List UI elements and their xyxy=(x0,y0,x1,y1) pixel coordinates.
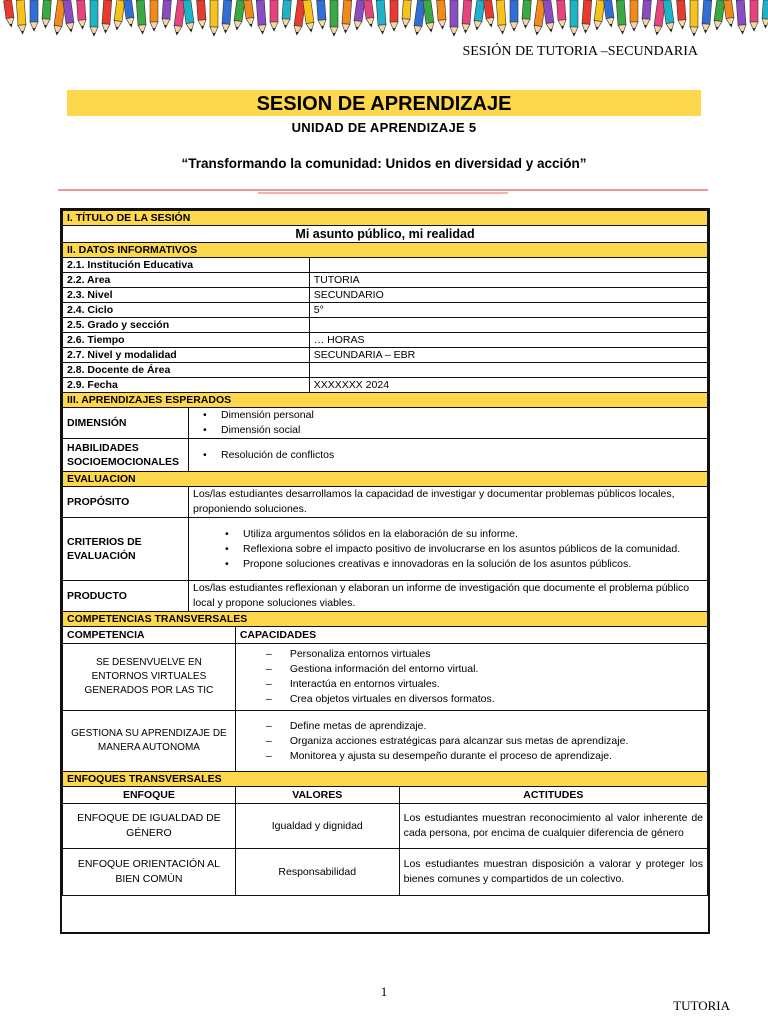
pencil-icon xyxy=(543,0,555,32)
pencil-icon xyxy=(364,0,376,27)
valores-column-header: VALORES xyxy=(235,787,399,804)
pencil-icon xyxy=(423,0,435,32)
list-item: • Propone soluciones creativas e innovadoras en la solución de los asuntos públicos. xyxy=(243,557,703,572)
pencil-icon xyxy=(750,0,758,31)
table-row xyxy=(63,288,708,303)
pencil-icon xyxy=(496,0,506,34)
habilidades-list xyxy=(188,439,707,472)
pencil-icon xyxy=(663,0,675,32)
evaluacion-heading: EVALUACION xyxy=(63,472,708,487)
pencil-icon xyxy=(690,0,698,36)
pencil-icon xyxy=(461,0,471,33)
datos-label: 2.1. Institución Educativa xyxy=(63,258,310,273)
criterios-label: CRITERIOS DE EVALUACIÓN xyxy=(63,518,189,581)
datos-label: 2.3. Nivel xyxy=(63,288,310,303)
pencil-icon xyxy=(197,0,207,29)
datos-label: 2.2. Area xyxy=(63,273,310,288)
unit-title: “Transformando la comunidad: Unidos en diversidad y acción” xyxy=(181,156,587,171)
datos-label: 2.9. Fecha xyxy=(63,378,310,393)
proposito-label: PROPÓSITO xyxy=(63,487,189,518)
capacidades-column-header: CAPACIDADES xyxy=(235,627,707,644)
list-item: – Personaliza entornos virtuales xyxy=(290,647,703,662)
pencil-icon xyxy=(101,0,111,33)
table-row xyxy=(63,348,708,363)
competencia-column-header: COMPETENCIA xyxy=(63,627,236,644)
datos-value xyxy=(309,258,707,273)
pencil-icon xyxy=(317,0,327,29)
pencil-icon xyxy=(581,0,591,33)
pencil-icon xyxy=(630,0,638,31)
datos-value: SECUNDARIO xyxy=(309,288,707,303)
capacidades-list xyxy=(235,711,707,772)
pencil-icon xyxy=(641,0,651,28)
datos-value: TUTORIA xyxy=(309,273,707,288)
habilidades-label: HABILIDADES SOCIOEMOCIONALES xyxy=(63,439,189,472)
pencil-icon xyxy=(233,0,245,30)
session-table xyxy=(62,210,708,896)
pencil-icon xyxy=(256,0,266,34)
pencil-icon xyxy=(113,0,125,30)
pencil-icon xyxy=(136,0,146,34)
pencil-icon xyxy=(210,0,218,36)
datos-label: 2.8. Docente de Área xyxy=(63,363,310,378)
valor-text: Responsabilidad xyxy=(235,849,399,896)
list-item: – Monitorea y ajusta su desempeño durante el proceso de aprendizaje. xyxy=(290,749,703,764)
pencil-icon xyxy=(303,0,315,32)
pencil-icon xyxy=(437,0,447,29)
datos-value: XXXXXXX 2024 xyxy=(309,378,707,393)
datos-label: 2.7. Nivel y modalidad xyxy=(63,348,310,363)
pencil-icon xyxy=(510,0,518,31)
datos-label: 2.5. Grado y sección xyxy=(63,318,310,333)
pencil-icon xyxy=(330,0,338,36)
pencil-icon xyxy=(77,0,87,29)
pencil-icon xyxy=(63,0,75,32)
pencil-icon xyxy=(701,0,711,33)
pencil-icon xyxy=(593,0,605,30)
pencil-icon xyxy=(376,0,386,34)
table-row xyxy=(63,258,708,273)
competencia-name: GESTIONA SU APRENDIZAJE DE MANERA AUTONOMA xyxy=(63,711,236,772)
pencil-icon xyxy=(16,0,26,34)
pencil-icon xyxy=(30,0,38,31)
page-title: SESION DE APRENDIZAJE xyxy=(67,90,701,116)
pencil-icon xyxy=(221,0,231,33)
list-item: • Dimensión social xyxy=(221,423,703,438)
pencil-border xyxy=(0,0,768,40)
pencil-icon xyxy=(401,0,411,28)
session-title: Mi asunto público, mi realidad xyxy=(63,226,708,243)
dimension-label: DIMENSIÓN xyxy=(63,408,189,439)
pencil-icon xyxy=(150,0,158,31)
footer-label: TUTORIA xyxy=(673,998,730,1013)
pencil-icon xyxy=(484,0,496,27)
datos-label: 2.4. Ciclo xyxy=(63,303,310,318)
datos-heading: II. DATOS INFORMATIVOS xyxy=(63,243,708,258)
pencil-icon xyxy=(450,0,458,36)
enfoque-column-header: ENFOQUE xyxy=(63,787,236,804)
pencil-icon xyxy=(161,0,171,28)
pencil-icon xyxy=(124,0,136,27)
list-item: – Define metas de aprendizaje. xyxy=(290,719,703,734)
unit-label: UNIDAD DE APRENDIZAJE 5 xyxy=(291,120,477,135)
pencil-icon xyxy=(244,0,256,27)
list-item: • Dimensión personal xyxy=(221,408,703,423)
datos-value: SECUNDARIA – EBR xyxy=(309,348,707,363)
list-item: – Interactúa en entornos virtuales. xyxy=(290,677,703,692)
datos-value xyxy=(309,363,707,378)
pencil-icon xyxy=(713,0,725,30)
enfoque-name: ENFOQUE ORIENTACIÓN AL BIEN COMÚN xyxy=(63,849,236,896)
pencil-icon xyxy=(724,0,736,27)
pencil-icon xyxy=(41,0,51,28)
datos-value: … HORAS xyxy=(309,333,707,348)
pencil-icon xyxy=(557,0,567,29)
list-item: – Crea objetos virtuales en diversos formatos. xyxy=(290,692,703,707)
datos-value: 5° xyxy=(309,303,707,318)
table-row xyxy=(63,303,708,318)
competencia-name: SE DESENVUELVE EN ENTORNOS VIRTUALES GENERADOS POR LAS TIC xyxy=(63,644,236,711)
criterios-list xyxy=(188,518,707,581)
header-label: SESIÓN DE TUTORIA –SECUNDARIA xyxy=(462,44,698,59)
dimension-list xyxy=(188,408,707,439)
pencil-icon xyxy=(604,0,616,27)
pencil-icon xyxy=(341,0,351,33)
table-row xyxy=(63,333,708,348)
pencil-icon xyxy=(270,0,278,31)
pencil-icon xyxy=(183,0,195,32)
list-item: • Utiliza argumentos sólidos en la elaboración de su informe. xyxy=(243,527,703,542)
list-item: – Gestiona información del entorno virtual. xyxy=(290,662,703,677)
pencil-icon xyxy=(521,0,531,28)
pencil-icon xyxy=(281,0,291,28)
pencil-icon xyxy=(473,0,485,30)
table-row xyxy=(63,363,708,378)
pencil-icon xyxy=(677,0,687,29)
proposito-text: Los/las estudiantes desarrollamos la capacidad de investigar y documentar problemas públicos locales, proponiendo soluciones. xyxy=(188,487,707,518)
actitudes-column-header: ACTITUDES xyxy=(399,787,707,804)
capacidades-list xyxy=(235,644,707,711)
enfoques-heading: ENFOQUES TRANSVERSALES xyxy=(63,772,708,787)
list-item: • Resolución de conflictos xyxy=(221,448,703,463)
pencil-icon xyxy=(616,0,626,34)
actitud-text: Los estudiantes muestran disposición a valorar y proteger los bienes comunes y compartidos de un colectivo. xyxy=(399,849,707,896)
competencias-heading: COMPETENCIAS TRANSVERSALES xyxy=(63,612,708,627)
section-title-heading: I. TÍTULO DE LA SESIÓN xyxy=(63,211,708,226)
list-item: – Organiza acciones estratégicas para alcanzar sus metas de aprendizaje. xyxy=(290,734,703,749)
divider-line xyxy=(58,186,708,200)
pencil-icon xyxy=(570,0,578,36)
page-number: 1 xyxy=(380,984,388,999)
enfoque-name: ENFOQUE DE IGUALDAD DE GÉNERO xyxy=(63,804,236,849)
table-row xyxy=(63,273,708,288)
aprendizajes-heading: III. APRENDIZAJES ESPERADOS xyxy=(63,393,708,408)
list-item: • Reflexiona sobre el impacto positivo de involucrarse en los asuntos públicos de la comunidad. xyxy=(243,542,703,557)
pencil-icon xyxy=(90,0,98,36)
actitud-text: Los estudiantes muestran reconocimiento al valor inherente de cada persona, por encima de cualquier diferencia de género xyxy=(399,804,707,849)
pencil-icon xyxy=(353,0,365,30)
table-row xyxy=(63,318,708,333)
pencil-icon xyxy=(4,0,16,27)
pencil-icon xyxy=(736,0,746,34)
pencil-icon xyxy=(761,0,768,28)
producto-label: PRODUCTO xyxy=(63,581,189,612)
valor-text: Igualdad y dignidad xyxy=(235,804,399,849)
datos-value xyxy=(309,318,707,333)
table-row xyxy=(63,378,708,393)
pencil-icon xyxy=(390,0,398,31)
datos-label: 2.6. Tiempo xyxy=(63,333,310,348)
producto-text: Los/las estudiantes reflexionan y elaboran un informe de investigación que documente el problema público local y propone soluciones viables. xyxy=(188,581,707,612)
